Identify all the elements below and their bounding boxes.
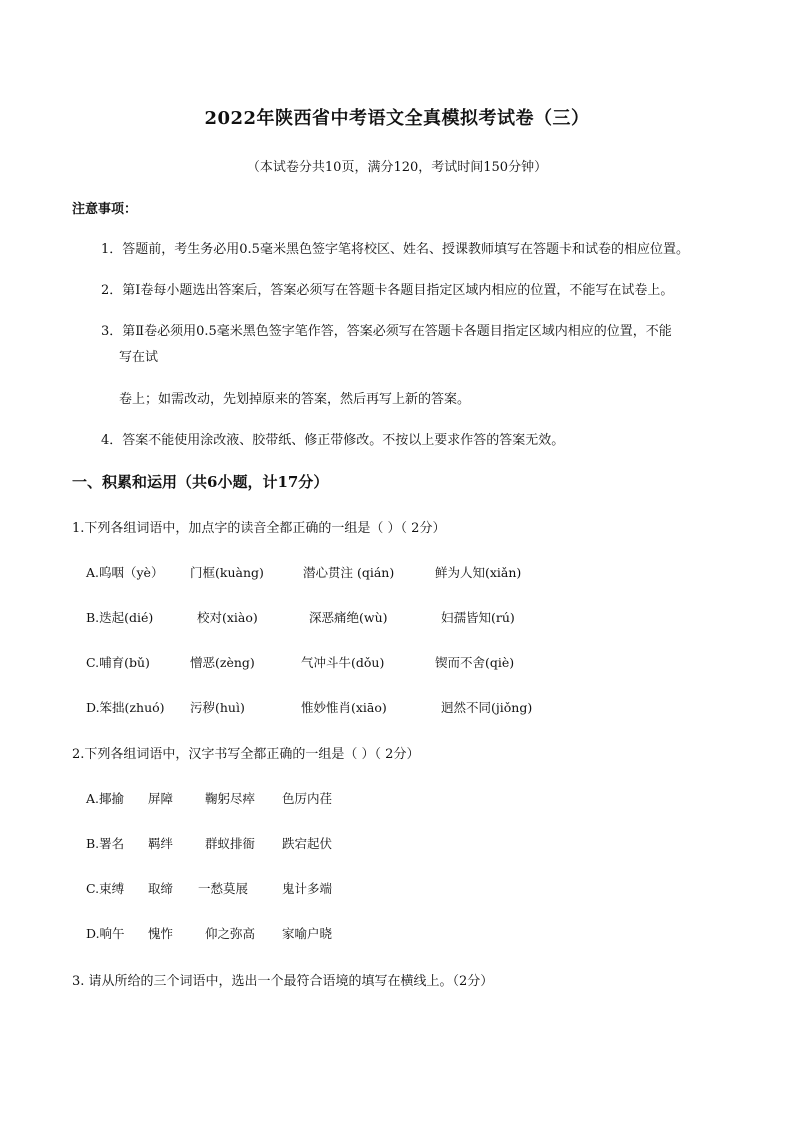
- question-1-stem: 1.下列各组词语中，加点字的读音全都正确的一组是（ ）（ 2分）: [72, 521, 446, 536]
- notice-heading: 注意事项：: [72, 202, 138, 217]
- q1-option-d-2: 污秽(huì): [190, 700, 245, 715]
- q1-option-c-3: 气冲斗牛(dǒu): [301, 655, 385, 670]
- question-3-stem: 3. 请从所给的三个词语中，选出一个最符合语境的填写在横线上。（2分）: [72, 974, 494, 989]
- q2-option-c-1: C.束缚: [86, 881, 125, 896]
- q2-option-a-4: 色厉内荏: [282, 791, 333, 806]
- q2-option-b-4: 跌宕起伏: [282, 836, 333, 851]
- page-title: 2022年陕西省中考语文全真模拟考试卷（三）: [204, 108, 590, 129]
- section-heading: 一、积累和运用（共6小题，计17分）: [72, 473, 329, 491]
- notice-item-1: 1．答题前，考生务必用0.5毫米黑色签字笔将校区、姓名、授课教师填写在答题卡和试卷的相应位置。: [101, 242, 689, 257]
- q1-option-d-1: D.笨拙(zhuó): [86, 700, 165, 715]
- q2-option-c-4: 鬼计多端: [282, 881, 333, 896]
- q1-option-b-3: 深恶痛绝(wù): [309, 610, 388, 625]
- q1-option-c-4: 锲而不舍(qiè): [435, 655, 515, 670]
- q2-option-d-3: 仰之弥高: [205, 926, 256, 941]
- notice-item-3-cont: 写在试: [119, 350, 159, 365]
- q2-option-b-1: B.署名: [86, 836, 125, 851]
- question-2-stem: 2.下列各组词语中，汉字书写全都正确的一组是（ ）（ 2分）: [72, 747, 420, 762]
- q2-option-a-3: 鞠躬尽瘁: [205, 791, 256, 806]
- q1-option-b-4: 妇孺皆知(rú): [441, 610, 515, 625]
- q2-option-d-2: 愧怍: [148, 926, 174, 941]
- q1-option-d-3: 惟妙惟肖(xiāo): [301, 700, 387, 715]
- q1-option-b-2: 校对(xiào): [197, 610, 258, 625]
- notice-item-3: 3．第Ⅱ卷必须用0.5毫米黑色签字笔作答，答案必须写在答题卡各题目指定区域内相应的位置，不能: [101, 324, 672, 339]
- q2-option-b-2: 羁绊: [148, 836, 174, 851]
- q2-option-d-1: D.响午: [86, 926, 125, 941]
- notice-item-2: 2．第Ⅰ卷每小题选出答案后，答案必须写在答题卡各题目指定区域内相应的位置，不能写在试卷上。: [101, 283, 674, 298]
- q2-option-d-4: 家喻户晓: [282, 926, 333, 941]
- q2-option-b-3: 群蚁排衙: [205, 836, 256, 851]
- notice-item-4: 4．答案不能使用涂改液、胶带纸、修正带修改。不按以上要求作答的答案无效。: [101, 433, 565, 448]
- q1-option-d-4: 迥然不同(jiǒng): [441, 700, 533, 715]
- q1-option-a-2: 门框(kuàng): [190, 565, 264, 580]
- notice-item-3-cont2: 卷上；如需改动，先划掉原来的答案，然后再写上新的答案。: [119, 392, 471, 407]
- q2-option-a-1: A.揶揄: [86, 791, 125, 806]
- q1-option-b-1: B.迭起(dié): [86, 610, 154, 625]
- q1-option-a-3: 潜心贯注 (qián): [303, 565, 395, 580]
- q1-option-a-1: A.呜咽（yè）: [86, 565, 164, 580]
- q1-option-c-1: C.哺育(bǔ): [86, 655, 150, 670]
- q2-option-c-3: 一愁莫展: [198, 881, 249, 896]
- exam-info: （本试卷分共10页，满分120，考试时间150分钟）: [246, 160, 548, 175]
- q2-option-a-2: 屏障: [148, 791, 174, 806]
- q1-option-a-4: 鲜为人知(xiǎn): [435, 565, 522, 580]
- q2-option-c-2: 取缔: [148, 881, 174, 896]
- q1-option-c-2: 憎恶(zèng): [190, 655, 255, 670]
